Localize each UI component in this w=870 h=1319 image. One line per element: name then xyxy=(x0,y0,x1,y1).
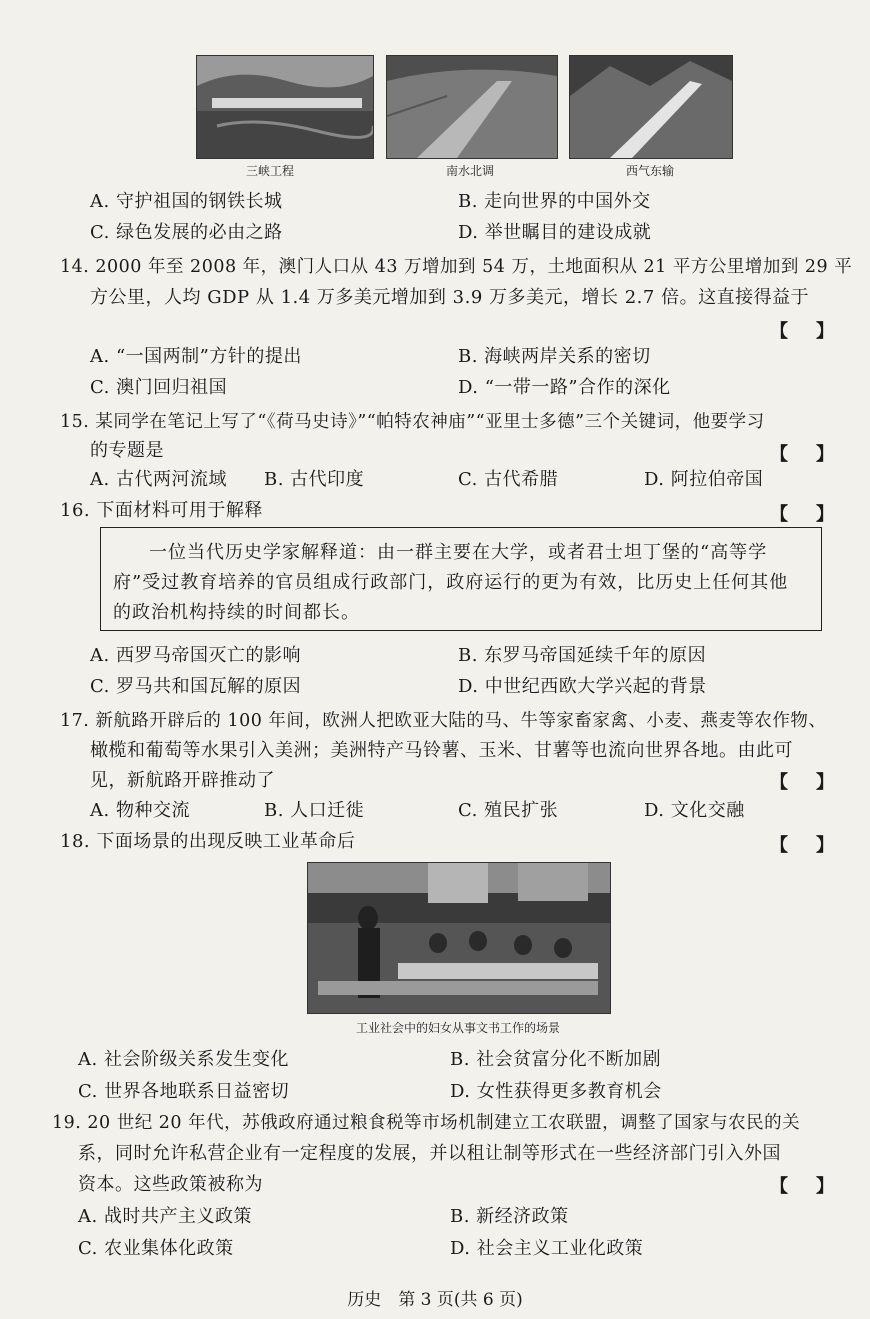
west-east-gas-caption: 西气东输 xyxy=(625,164,674,178)
q19-answer-bracket: 【】 xyxy=(770,1176,862,1197)
three-gorges-photo xyxy=(196,55,374,159)
west-east-gas-photo xyxy=(569,55,733,159)
q16-stem: 16. 下面材料可用于解释 xyxy=(60,500,263,521)
dam-image xyxy=(197,56,373,158)
q14-stem-line2: 方公里，人均 GDP 从 1.4 万多美元增加到 3.9 万多美元，增长 2.7 倍。这直接得益于 xyxy=(90,287,810,308)
q14-option-c: C. 澳门回归祖国 xyxy=(90,377,228,398)
office-women-caption: 工业社会中的妇女从事文书工作的场景 xyxy=(355,1021,560,1035)
q18-option-c: C. 世界各地联系日益密切 xyxy=(78,1081,290,1102)
q17-stem-line3: 见，新航路开辟推动了 xyxy=(90,770,275,791)
south-north-water-photo xyxy=(386,55,558,159)
q16-option-d: D. 中世纪西欧大学兴起的背景 xyxy=(458,676,707,697)
q15-option-a: A. 古代两河流域 xyxy=(90,469,227,490)
q17-option-a: A. 物种交流 xyxy=(90,800,190,821)
q19-stem-line2: 系，同时允许私营企业有一定程度的发展，并以租让制等形式在一些经济部门引入外国 xyxy=(78,1143,781,1164)
quote-line-1: 一位当代历史学家解释道：由一群主要在大学，或者君士坦丁堡的“高等学 xyxy=(149,542,768,563)
q19-option-b: B. 新经济政策 xyxy=(450,1206,569,1227)
q19-stem-line3: 资本。这些政策被称为 xyxy=(78,1174,263,1195)
q15-option-d: D. 阿拉伯帝国 xyxy=(644,469,764,490)
q16-option-c: C. 罗马共和国瓦解的原因 xyxy=(90,676,302,697)
q15-stem-line1: 15. 某同学在笔记上写了“《荷马史诗》”“帕特农神庙”“亚里士多德”三个关键词，他要学习 xyxy=(60,412,765,432)
q17-option-d: D. 文化交融 xyxy=(644,800,745,821)
q19-option-a: A. 战时共产主义政策 xyxy=(78,1206,252,1227)
q13-option-c: C. 绿色发展的必由之路 xyxy=(90,222,283,243)
office-women-photo xyxy=(307,862,611,1014)
q15-option-b: B. 古代印度 xyxy=(264,469,365,490)
q19-stem-line1: 19. 20 世纪 20 年代，苏俄政府通过粮食税等市场机制建立工农联盟，调整了国家与农民的关 xyxy=(52,1113,801,1133)
q14-stem-line1: 14. 2000 年至 2008 年，澳门人口从 43 万增加到 54 万，土地面积从 21 平方公里增加到 29 平 xyxy=(60,257,853,277)
south-north-water-caption: 南水北调 xyxy=(445,164,494,178)
q13-option-d: D. 举世瞩目的建设成就 xyxy=(458,222,652,243)
q19-option-c: C. 农业集体化政策 xyxy=(78,1238,234,1259)
three-gorges-caption: 三峡工程 xyxy=(245,164,294,178)
q14-option-d: D. “一带一路”合作的深化 xyxy=(458,377,671,398)
q13-option-b: B. 走向世界的中国外交 xyxy=(458,191,651,212)
q15-option-c: C. 古代希腊 xyxy=(458,469,559,490)
q18-option-a: A. 社会阶级关系发生变化 xyxy=(78,1049,289,1070)
canal-image xyxy=(387,56,557,158)
q16-option-a: A. 西罗马帝国灭亡的影响 xyxy=(90,645,301,666)
q14-option-a: A. “一国两制”方针的提出 xyxy=(90,346,302,367)
q15-answer-bracket: 【】 xyxy=(770,444,862,465)
q19-option-d: D. 社会主义工业化政策 xyxy=(450,1238,644,1259)
q15-stem-line2: 的专题是 xyxy=(90,440,164,461)
quote-line-3: 的政治机构持续的时间都长。 xyxy=(113,602,360,623)
q18-option-b: B. 社会贫富分化不断加剧 xyxy=(450,1049,662,1070)
q17-option-b: B. 人口迁徙 xyxy=(264,800,365,821)
q16-source-material xyxy=(100,527,822,631)
q14-answer-bracket: 【】 xyxy=(770,321,862,342)
quote-line-2: 府”受过教育培养的官员组成行政部门，政府运行的更为有效，比历史上任何其他 xyxy=(113,572,789,593)
page-footer: 历史 第 3 页(共 6 页) xyxy=(347,1290,523,1310)
q18-option-d: D. 女性获得更多教育机会 xyxy=(450,1081,662,1102)
q16-answer-bracket: 【】 xyxy=(770,504,862,525)
pipeline-image xyxy=(570,56,732,158)
q18-stem: 18. 下面场景的出现反映工业革命后 xyxy=(60,831,356,852)
office-scene-image xyxy=(308,863,610,1013)
q17-stem-line2: 橄榄和葡萄等水果引入美洲；美洲特产马铃薯、玉米、甘薯等也流向世界各地。由此可 xyxy=(90,740,793,761)
q17-option-c: C. 殖民扩张 xyxy=(458,800,559,821)
q17-stem-line1: 17. 新航路开辟后的 100 年间，欧洲人把欧亚大陆的马、牛等家畜家禽、小麦、燕麦等农作物、 xyxy=(60,711,827,731)
q17-answer-bracket: 【】 xyxy=(770,772,862,793)
q13-option-a: A. 守护祖国的钢铁长城 xyxy=(90,191,283,212)
q18-answer-bracket: 【】 xyxy=(770,835,862,856)
q14-option-b: B. 海峡两岸关系的密切 xyxy=(458,346,651,367)
q16-option-b: B. 东罗马帝国延续千年的原因 xyxy=(458,645,707,666)
